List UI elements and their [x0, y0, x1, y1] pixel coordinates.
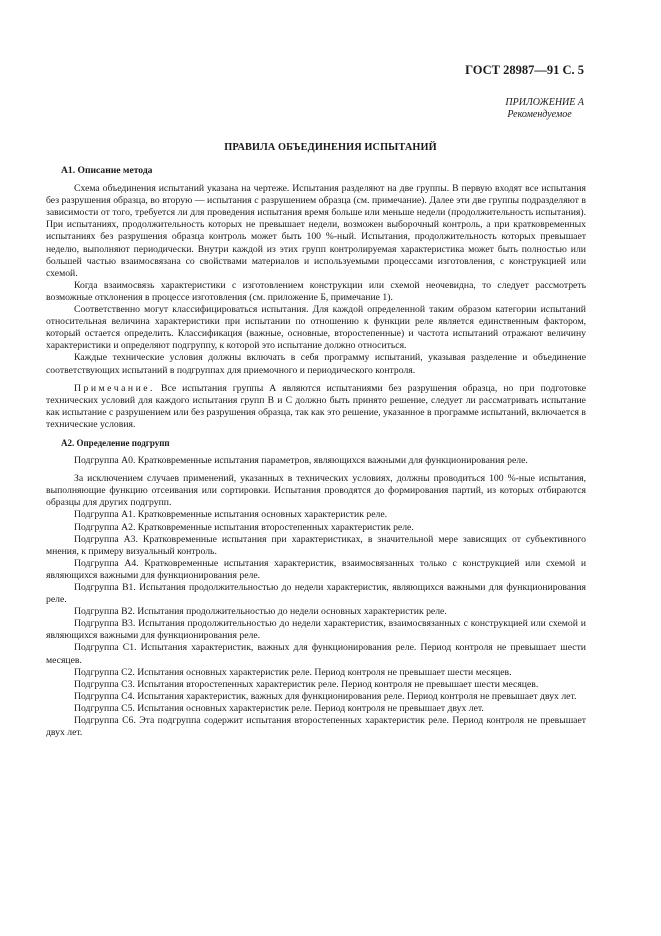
- appendix-label-block: [505, 97, 584, 121]
- list-item: Подгруппа В1. Испытания продолжительностью до недели характеристик, являющихся важными для функционирования реле.: [46, 582, 586, 606]
- note-label: Примечание.: [74, 382, 155, 394]
- list-item: Подгруппа А1. Кратковременные испытания основных характеристик реле.: [74, 509, 388, 521]
- list-item: Подгруппа В3. Испытания продолжительностью до недели характеристик, взаимосвязанных с конструкцией или схемой и являющихся важными для функционирования реле.: [46, 618, 586, 642]
- section-a2-heading: А2. Определение подгрупп: [61, 437, 170, 448]
- paragraph: Каждые технические условия должны включать в себя программу испытаний, указывая разделение и объединение соответствующих испытаний в подгруппах для приемочного и периодического контроля.: [46, 352, 586, 376]
- list-item: Подгруппа С2. Испытания основных характеристик реле. Период контроля не превышает шести месяцев.: [74, 666, 512, 678]
- document-body: [46, 165, 586, 739]
- section-a1-heading: А1. Описание метода: [61, 165, 153, 176]
- note-paragraph: [46, 383, 586, 431]
- page-title: ПРАВИЛА ОБЪЕДИНЕНИЯ ИСПЫТАНИЙ: [224, 142, 437, 153]
- list-item: Подгруппа С5. Испытания основных характеристик реле. Период контроля не превышает двух лет.: [74, 702, 484, 714]
- paragraph: Соответственно могут классифицироваться испытания. Для каждой определенной таким образом категории испытаний относительная величина характеристики при испытании по отношению к функции реле является единственным фактором, который остается определить. Классификация (важные, основные, второстепенные) и частота испытаний отражают величину характеристики и определяют подгруппу, к которой это испытание должно относиться.: [46, 304, 586, 352]
- list-item: Подгруппа С6. Эта подгруппа содержит испытания второстепенных характеристик реле. Период контроля не превышает двух лет.: [46, 715, 586, 739]
- note-text: Все испытания группы А являются испытаниями без разрушения образца, но при подготовке технических условий для каждого испытания групп В и С должно быть принято решение, следует ли рассматривать испытание как испытание с разрушением или без разрушения образца, так как это решение, указанное в программе испытаний, включается в технические условия.: [46, 382, 586, 430]
- paragraph: Когда взаимосвязь характеристики с изготовлением конструкции или схемой неочевидна, то следует рассмотреть возможные отклонения в процессе изготовления (см. приложение Б, примечание 1).: [46, 279, 586, 303]
- list-item: Подгруппа В2. Испытания продолжительностью до недели основных характеристик реле.: [74, 606, 447, 618]
- list-item: Подгруппа А0. Кратковременные испытания параметров, являющихся важными для функционирования реле.: [74, 455, 528, 467]
- paragraph: Схема объединения испытаний указана на чертеже. Испытания разделяют на две группы. В первую входят все испытания без разрушения образца, во вторую — испытания с разрушением образца (см. примечание). Далее эти две группы подразделяют в зависимости от того, требуется ли для проведения испытания время больше или меньше недели (продолжительность испытания). При испытаниях, продолжительность которых не превышает недели, возможен выборочный контроль, а при кратковременных испытаниях без разрушения образца контроль может быть 100 %-ный. Испытания, продолжительность которых превышает неделю, выполняют периодически. Внутри каждой из этих групп контролируемая характеристика может быть полностью или большей частью взаимосвязана со свойствами материалов и используемыми процессами изготовления, с конструкцией или схемой.: [46, 183, 586, 279]
- list-item: Подгруппа А4. Кратковременные испытания характеристик, взаимосвязанных только с конструкцией или схемой и являющихся важными для функционирования реле.: [46, 557, 586, 581]
- list-item: Подгруппа С3. Испытания второстепенных характеристик реле. Период контроля не превышает шести месяцев.: [74, 678, 539, 690]
- list-item: Подгруппа С4. Испытания характеристик, важных для функционирования реле. Период контроля не превышает двух лет.: [74, 690, 577, 702]
- list-item: Подгруппа С1. Испытания характеристик, важных для функционирования реле. Период контроля не превышает шести месяцев.: [46, 642, 586, 666]
- appendix-label: ПРИЛОЖЕНИЕ А: [505, 97, 584, 108]
- list-item: За исключением случаев применений, указанных в технических условиях, должны проводиться 100 %-ные испытания, выполняющие функцию отсеивания или сортировки. Испытания проводятся до формирования партий, из которых отбираются образцы для других подгрупп.: [46, 473, 586, 509]
- list-item: Подгруппа А2. Кратковременные испытания второстепенных характеристик реле.: [74, 521, 414, 533]
- document-header: ГОСТ 28987—91 С. 5: [465, 63, 584, 77]
- list-item: Подгруппа А3. Кратковременные испытания при характеристиках, в значительной мере зависящих от субъективного мнения, к примеру визуальный контроль.: [46, 533, 586, 557]
- appendix-status: Рекомендуемое: [507, 109, 572, 120]
